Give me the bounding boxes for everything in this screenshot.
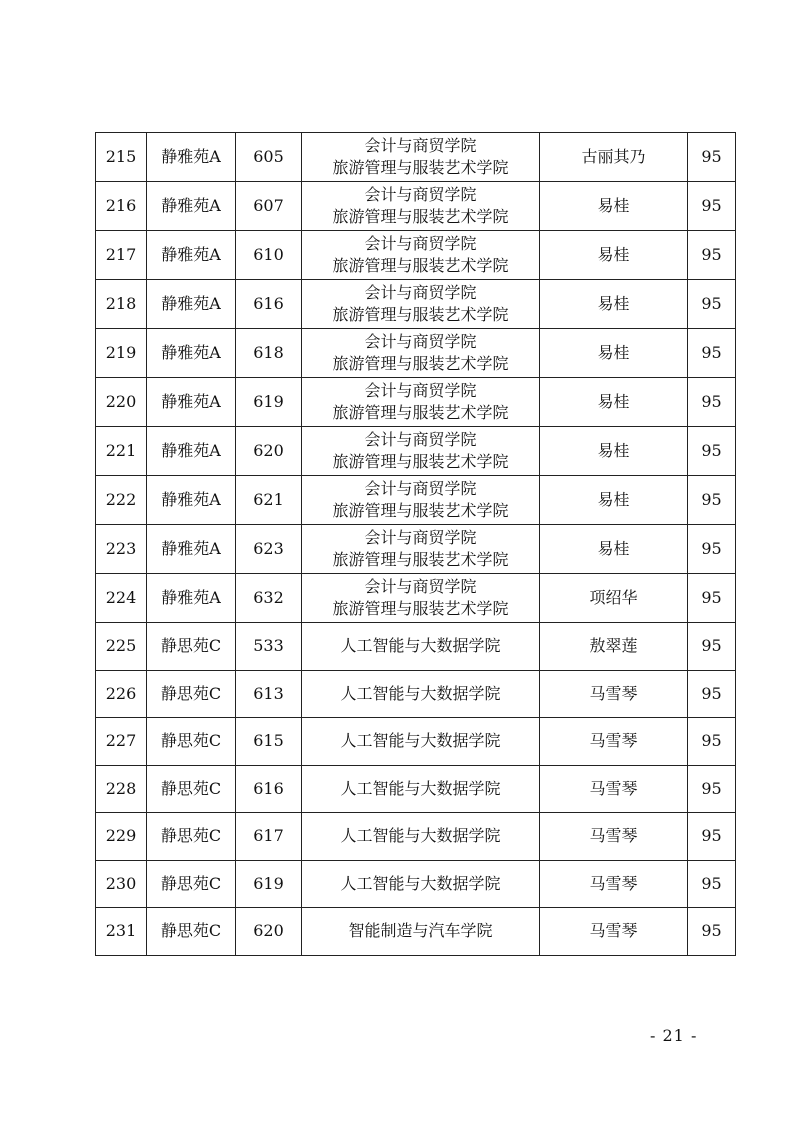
- building-cell: 静思苑C: [147, 670, 236, 718]
- row-number-cell: 224: [96, 574, 147, 623]
- building-cell: 静雅苑A: [147, 182, 236, 231]
- college-name: 会计与商贸学院: [364, 283, 477, 302]
- building-cell: 静雅苑A: [147, 525, 236, 574]
- score-cell: 95: [688, 860, 736, 908]
- table-row: [96, 182, 736, 231]
- person-cell: 敖翠莲: [540, 623, 688, 671]
- building-cell: 静雅苑A: [147, 133, 236, 182]
- person-cell: 马雪琴: [540, 718, 688, 766]
- table-row: [96, 378, 736, 427]
- college-name: 旅游管理与服装艺术学院: [332, 256, 509, 275]
- person-cell: 古丽其乃: [540, 133, 688, 182]
- score-cell: 95: [688, 182, 736, 231]
- building-cell: 静思苑C: [147, 813, 236, 861]
- row-number-cell: 221: [96, 427, 147, 476]
- row-number-cell: 228: [96, 765, 147, 813]
- score-cell: 95: [688, 476, 736, 525]
- table-body: [96, 133, 736, 956]
- score-cell: 95: [688, 574, 736, 623]
- college-name: 会计与商贸学院: [364, 528, 477, 547]
- building-cell: 静雅苑A: [147, 378, 236, 427]
- table-row: [96, 860, 736, 908]
- score-cell: 95: [688, 670, 736, 718]
- building-cell: 静思苑C: [147, 623, 236, 671]
- college-name: 智能制造与汽车学院: [348, 921, 493, 941]
- college-name: 旅游管理与服装艺术学院: [332, 550, 509, 569]
- score-cell: 95: [688, 813, 736, 861]
- person-cell: 易桂: [540, 280, 688, 329]
- row-number-cell: 227: [96, 718, 147, 766]
- college-name: 人工智能与大数据学院: [340, 731, 501, 751]
- building-cell: 静雅苑A: [147, 476, 236, 525]
- room-cell: 623: [236, 525, 302, 574]
- score-cell: 95: [688, 329, 736, 378]
- building-cell: 静雅苑A: [147, 231, 236, 280]
- college-cell: [302, 231, 540, 280]
- room-cell: 632: [236, 574, 302, 623]
- building-cell: 静雅苑A: [147, 329, 236, 378]
- room-cell: 613: [236, 670, 302, 718]
- building-cell: 静思苑C: [147, 908, 236, 956]
- room-cell: 618: [236, 329, 302, 378]
- row-number-cell: 226: [96, 670, 147, 718]
- college-name: 会计与商贸学院: [364, 185, 477, 204]
- college-name: 旅游管理与服装艺术学院: [332, 158, 509, 177]
- college-name: 会计与商贸学院: [364, 479, 477, 498]
- college-name: 会计与商贸学院: [364, 234, 477, 253]
- person-cell: 易桂: [540, 476, 688, 525]
- room-cell: 533: [236, 623, 302, 671]
- row-number-cell: 216: [96, 182, 147, 231]
- person-cell: 易桂: [540, 525, 688, 574]
- building-cell: 静雅苑A: [147, 427, 236, 476]
- room-cell: 620: [236, 427, 302, 476]
- college-cell: [302, 813, 540, 861]
- table-row: [96, 329, 736, 378]
- row-number-cell: 223: [96, 525, 147, 574]
- table-row: [96, 280, 736, 329]
- person-cell: 马雪琴: [540, 908, 688, 956]
- table-row: [96, 765, 736, 813]
- person-cell: 马雪琴: [540, 860, 688, 908]
- row-number-cell: 217: [96, 231, 147, 280]
- person-cell: 易桂: [540, 427, 688, 476]
- table-row: [96, 231, 736, 280]
- college-name: 人工智能与大数据学院: [340, 778, 501, 798]
- row-number-cell: 222: [96, 476, 147, 525]
- row-number-cell: 215: [96, 133, 147, 182]
- room-cell: 607: [236, 182, 302, 231]
- college-name: 会计与商贸学院: [364, 577, 477, 596]
- room-cell: 616: [236, 280, 302, 329]
- table-row: [96, 525, 736, 574]
- row-number-cell: 218: [96, 280, 147, 329]
- room-cell: 615: [236, 718, 302, 766]
- table-row: [96, 623, 736, 671]
- dormitory-score-table: [95, 132, 736, 956]
- row-number-cell: 225: [96, 623, 147, 671]
- row-number-cell: 229: [96, 813, 147, 861]
- college-name: 人工智能与大数据学院: [340, 873, 501, 893]
- table-row: [96, 427, 736, 476]
- building-cell: 静思苑C: [147, 765, 236, 813]
- table-row: [96, 133, 736, 182]
- table-row: [96, 670, 736, 718]
- row-number-cell: 219: [96, 329, 147, 378]
- page-number: - 21 -: [650, 1026, 698, 1045]
- person-cell: 易桂: [540, 231, 688, 280]
- college-name: 旅游管理与服装艺术学院: [332, 452, 509, 471]
- score-cell: 95: [688, 718, 736, 766]
- row-number-cell: 231: [96, 908, 147, 956]
- person-cell: 易桂: [540, 378, 688, 427]
- row-number-cell: 230: [96, 860, 147, 908]
- college-cell: [302, 427, 540, 476]
- college-cell: [302, 476, 540, 525]
- score-cell: 95: [688, 280, 736, 329]
- college-cell: [302, 133, 540, 182]
- room-cell: 619: [236, 378, 302, 427]
- college-name: 会计与商贸学院: [364, 332, 477, 351]
- room-cell: 619: [236, 860, 302, 908]
- college-name: 旅游管理与服装艺术学院: [332, 501, 509, 520]
- college-cell: [302, 765, 540, 813]
- college-cell: [302, 908, 540, 956]
- room-cell: 610: [236, 231, 302, 280]
- score-cell: 95: [688, 908, 736, 956]
- score-cell: 95: [688, 231, 736, 280]
- college-name: 人工智能与大数据学院: [340, 683, 501, 703]
- table-row: [96, 476, 736, 525]
- building-cell: 静雅苑A: [147, 280, 236, 329]
- college-cell: [302, 574, 540, 623]
- person-cell: 马雪琴: [540, 670, 688, 718]
- college-cell: [302, 670, 540, 718]
- college-cell: [302, 525, 540, 574]
- table-row: [96, 908, 736, 956]
- score-cell: 95: [688, 623, 736, 671]
- college-name: 会计与商贸学院: [364, 136, 477, 155]
- college-name: 人工智能与大数据学院: [340, 826, 501, 846]
- college-cell: [302, 182, 540, 231]
- college-cell: [302, 280, 540, 329]
- room-cell: 620: [236, 908, 302, 956]
- college-name: 旅游管理与服装艺术学院: [332, 354, 509, 373]
- table-row: [96, 574, 736, 623]
- room-cell: 616: [236, 765, 302, 813]
- college-cell: [302, 329, 540, 378]
- table-row: [96, 718, 736, 766]
- college-name: 人工智能与大数据学院: [340, 636, 501, 656]
- building-cell: 静思苑C: [147, 718, 236, 766]
- score-cell: 95: [688, 427, 736, 476]
- college-cell: [302, 623, 540, 671]
- building-cell: 静雅苑A: [147, 574, 236, 623]
- score-cell: 95: [688, 378, 736, 427]
- college-name: 会计与商贸学院: [364, 381, 477, 400]
- score-cell: 95: [688, 133, 736, 182]
- person-cell: 易桂: [540, 182, 688, 231]
- college-name: 会计与商贸学院: [364, 430, 477, 449]
- row-number-cell: 220: [96, 378, 147, 427]
- table-row: [96, 813, 736, 861]
- building-cell: 静思苑C: [147, 860, 236, 908]
- score-cell: 95: [688, 765, 736, 813]
- person-cell: 马雪琴: [540, 765, 688, 813]
- college-name: 旅游管理与服装艺术学院: [332, 403, 509, 422]
- college-name: 旅游管理与服装艺术学院: [332, 305, 509, 324]
- person-cell: 马雪琴: [540, 813, 688, 861]
- room-cell: 605: [236, 133, 302, 182]
- room-cell: 617: [236, 813, 302, 861]
- college-name: 旅游管理与服装艺术学院: [332, 207, 509, 226]
- college-cell: [302, 718, 540, 766]
- college-cell: [302, 860, 540, 908]
- person-cell: 易桂: [540, 329, 688, 378]
- college-name: 旅游管理与服装艺术学院: [332, 599, 509, 618]
- room-cell: 621: [236, 476, 302, 525]
- score-cell: 95: [688, 525, 736, 574]
- college-cell: [302, 378, 540, 427]
- person-cell: 项绍华: [540, 574, 688, 623]
